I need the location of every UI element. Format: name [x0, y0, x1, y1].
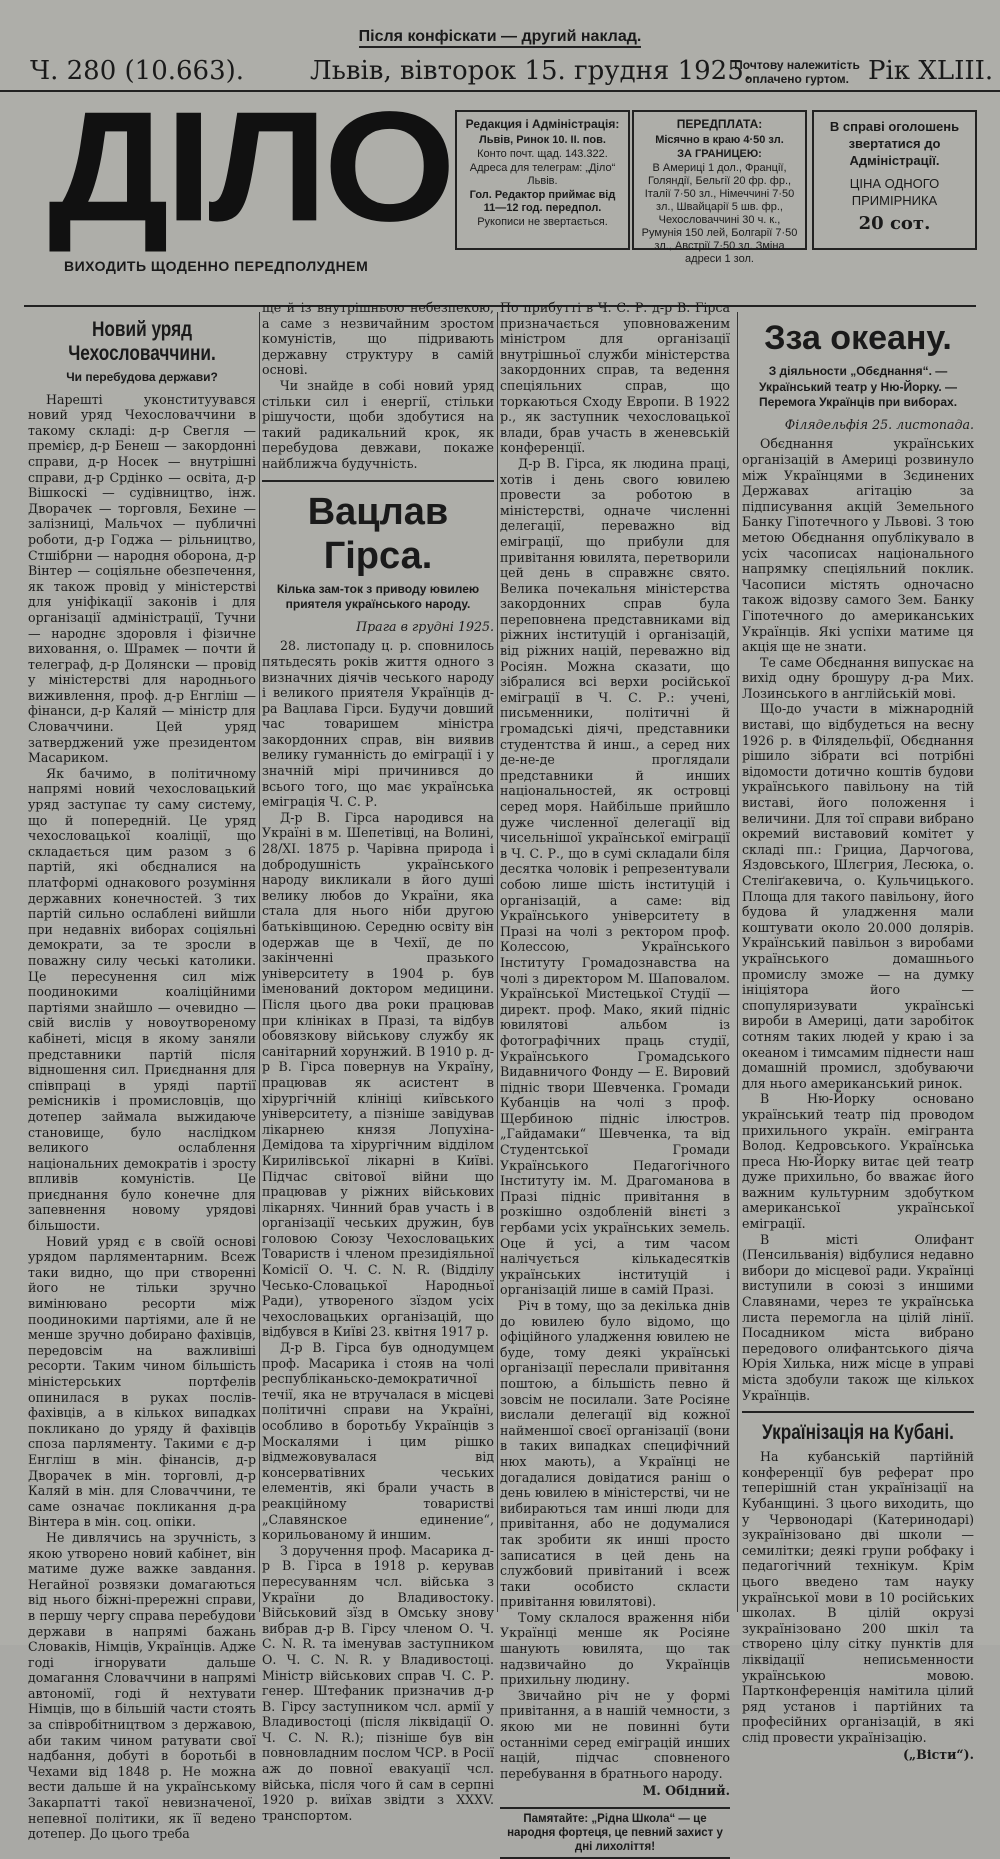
newspaper-logo: ДІЛО	[48, 79, 452, 255]
issue-number: Ч. 280 (10.663).	[30, 56, 245, 86]
subscription-title: ПЕРЕДПЛАТА:	[676, 117, 763, 131]
article-source: („Вісти“).	[902, 1747, 974, 1763]
editorial-title: Редакция і Адміністрація:	[465, 117, 620, 131]
article-signature: М. Обідний.	[642, 1783, 730, 1799]
article-paragraph: Звичайно річ не у формі привітання, а в нашій чемности, з якою ми не повинні бути останніми серед еміграцій инших націй, підчас сповненого перебування в братнього народу.	[500, 1687, 730, 1781]
price-info-box	[812, 110, 977, 250]
editorial-info-box	[455, 110, 630, 250]
article-subtitle: Кілька зам-ток з приводу ювилею приятеля українського народу.	[276, 581, 480, 612]
subscription-abroad: ЗА ГРАНИЦЕЮ:	[677, 148, 762, 160]
article-title: Новий уряд Чехословаччини.	[68, 318, 216, 365]
article-paragraph: В місті Олифант (Пенсильванія) відбулися недавно вибори до місцевої ради. Українці виступили в союзі з иншими Славянами, через те українська листа перемогла на цілій лінії. Посадником міста вибрано передового олифантського діяча Юрія Хилька, ниж місце в управі міста здобули також ще кількох Українців.	[742, 1231, 974, 1403]
article-paragraph: Нарешті уконституувався новий уряд Чехословаччини в такому складі: д-р Свегля — премієр, д-р Бенеш — закордонні справи, д-р Носек — внутрішні справи, д-р Срдінко — освіта, д-р Вішкоскі — судівництво, інж. Дворачек — торговля, Бехине — залізниці, Мальчох — публичні роботи, д-р Годжа — рільництво, Стшібрни — народня оборона, д-р Вінтер — соціяльне обезпечення, як також провід у міністерстві для уніфікації законів і для організації адміністрації, Тучни — народнє здоровля і фізичне виховання, о. Шрамек — почти й телеграф, д-р Долянски — провід у міністерстві для народнього виживлення, проф. д-р Енгліш — фінанси, д-р Каляй — міністр для Словаччини. Цей уряд затверджений уже президентом Масариком.	[28, 391, 256, 766]
article-paragraph: ще й із внутрішньою небезпекою, а саме з незвичайним зростом комуністів, що підривають державну структуру в самій основі.	[262, 300, 494, 378]
article-paragraph: На кубанській партійній конференції був реферат про теперішній стан українізації на Кубанщині. З цього виходить, що у Червонодарі (Катеринодарі) зукраїнізовано дві школи — семилітки; деякі групи робфаку і педагогічний технікум. Крім цього введено там науку української мови в 10 російських школах. В цілій окрузі зукраїнізовано 200 шкіл та створено цілу сітку пунктів для ліквідації неписьменности українською мовою. Партконференція намітила цілий ряд установ і партійних та професійних організацій, в які слід провести українізацію.	[742, 1449, 974, 1745]
subscription-countries: В Америці 1 дол., Франції, Голяндії, Бельгії 20 фр. фр., Італії 7·50 зл., Німеччині 7·50 зл., Швайцарії 5 шв. фр., Чехословаччині 30 ч. к., Румунія 150 лей, Болгарії 7·50 зл., Австрії 7·50 зл. Зміна адреси 1 зол.	[641, 162, 798, 265]
masthead	[48, 79, 452, 255]
subscription-monthly: Місячно в краю 4·50 зл.	[655, 134, 784, 146]
article-subtitle: Чи перебудова держави?	[66, 370, 218, 384]
article-subtitle: З діяльности „Обєднання“. — Український театр у Ню-Йорку. — Перемога Українців при виборах.	[758, 364, 958, 410]
price-value: 20 сот.	[858, 213, 931, 234]
article-paragraph: Д-р В. Гірса був однодумцем проф. Масарика і стояв на чолі республіканьско-демократичної течії, яка не втручалася в місцеві політичні справи на Україні, особливо в боротьбу Українців з Москалями і цим рішко відмежовувалася від консерватівних чеських елементів, які брали участь в реакційному товаристві „Славянское единение“, корильованому й иншим.	[262, 1340, 494, 1543]
article-title: Зза океану.	[764, 319, 952, 357]
postal-note: Почтову належитість оплачено гуртом.	[734, 58, 860, 86]
article-title: Вацлав Гірса.	[307, 490, 449, 577]
editorial-address: Львів, Ринок 10. II. пов.	[479, 134, 606, 146]
article-dateline: Філядельфія 25. листопада.	[784, 416, 974, 432]
reprint-notice: Після конфіскати — другий наклад.	[0, 28, 1000, 46]
masthead-tagline: ВИХОДИТЬ ЩОДЕННО ПЕРЕДПОЛУДНЕМ	[64, 258, 369, 274]
article-paragraph: Як бачимо, в політичному напрямі новий чехословацький уряд заступає ту саму систему, що й попередній. Це уряд чехословацької коаліції, що складається цим разом з 6 партій, які обєдналися на платформі однакового розуміння державних конечностей. З тих партій сильно ослаблені вийшли при недавніх виборах соціяльні демократи, за те зросли в поважну силу чеські католики. Це пересунення сил між поодинокими коаліційними партіями знайшло — очевидно — свій вислів у новоутвореному кабінеті, місця в якому заняли представники партій після відношення сил. Приєднання для співпраці в уряді партії ремісників і промисловців, що дотепер займала выжидаюче становище, було наслідком великого ослаблення національних демократів і зросту впливів комуністів. Це приєднання було конечне для запевнення новому урядові більшости.	[28, 765, 256, 1234]
column-three	[500, 300, 730, 1859]
article-paragraph: З доручення проф. Масарика д-р В. Гірса в 1918 р. керував пересуванням чсл. війська з України до Владивостоку. Військовий зїзд в Омську знову вибрав д-р В. Гірсу членом О. Ч. С. N. R. та іменував заступником О. Ч. С. N. R. у Владивостоці. Міністр військових справ Ч. С. Р. генер. Штефаник призначив д-р В. Гірсу заступником чсл. армії у Владивостоці (після ліквідації О. Ч. С. N. R.); пізніше був він повновладним послом ЧСР. в Росії аж до повної евакуації чсл. війська, після чого й сам в серпні 1920 р. виїхав звідти з XXXV. транспортом.	[262, 1542, 494, 1823]
editorial-hours: Гол. Редактор приймає від 11—12 год. передпол.	[469, 189, 616, 214]
article-paragraph: 28. листопаду ц. р. сповнилось пятьдесять років життя одного з визначних діячів чеського народу і великого приятеля Українців д-ра Вацлава Гірси. Будучи довший час товаришем міністра закордонних справ, він виявив велику гуманність до еміграції і у значній мірі причинився до всього того, що має українська еміграція Ч. С. Р.	[262, 638, 494, 810]
article-paragraph: Д-р В. Гірса, як людина праці, хотів і день свого ювилею провести за роботою в міністерстві, одначе численні делегації, переважно від еміграції, що прибули для привітання ювилята, перетворили цей день в справжнє свято. Велика почекальня міністерства закордонних справ була переповнена представниками від ріжних інституцій і організацій, від ріжних націй, переважно від Росіян. Можна сказати, що зібралися всі верхи російської еміграції в Ч. С. Р.: учені, письменники, політичні й громадські діячі, представники студентства й инш., а серед них де-не-де проглядали представники й инших національностей, як островці серед моря. Найбільше прийшло дуже численної делегації від чисельнішої української еміграції в Ч. С. Р., що в сумі складали біля десятка чоловік і репрезентували собою лише шість інституцій і організацій, а саме: від Українського університету в Празі на чолі з ректором проф. Колессою, Українського Інституту Громадознавства на чолі з директором М. Шаповалом. Української Мистецької Студії — директ. проф. Мако, який підніс ювилятові альбом із фотографічних праць студії, Українського Громадського Видавничого Фонду — Е. Вировий підніс твори Шевченка. Громади Кубанців на чолі з проф. Щербиною підніс ілюстров. „Гайдамаки“ Шевченка, та від Студентської Громади Українського Педагогічного Інституту ім. М. Драгоманова в Празі підніс привітання в розкішно оздобленій вінєті з гербами усіх українських земель. Оце й усі, а тим часом налічується кількадесятків українських інституцій і організацій лише в самій Празі.	[500, 455, 730, 1298]
ads-note: В справі оголошень звертатися до Адміністрації.	[829, 119, 960, 168]
column-four	[742, 318, 974, 1763]
article-paragraph: Річ в тому, що за декілька днів до ювилею було відомо, що офіційного уладження ювилею не буде, тому деякі українські організації переслали привітання поштою, а більшість певно й зовсім не посилали. Зате Росіяне вислали делегації від кожної найменшої своєї організації (вони в таких випадках специфічний нюх мають), а Українці не догадалися довідатися раніш о день ювилею в міністерстві, чи не вибираються там инші люди для привітання, або не додумалися так зробити як инші просто записатися в цей день на службовий привітаний і всеж таки особисто скласти привітання ювилятові).	[500, 1298, 730, 1610]
column-two	[262, 300, 494, 1823]
article-paragraph: Обєднання українських організацій в Америці розвинуло між Українцями в Зєдинених Державах агітацію за підписування акцій Земельного Банку Гіпотечного у Львові. З тою метою Обєднання опублікувало в усіх часописах національного напрямку спеціяльний поклик. Часописи містять одночасно також відозву самого Зем. Банку Гіпотечного до американських Українців. Які успіхи матиме ця акція ще не знати.	[742, 436, 974, 655]
price-label: ЦІНА ОДНОГО ПРИМІРНИКА	[849, 176, 940, 208]
editorial-konto: Конто почт. щад. 143.322.	[477, 148, 608, 160]
article-paragraph: Не дивлячись на зручність, з якою утворено новий кабінет, він матиме дуже важке завдання. Негайної розвязки домагаються від нього біжні-прережні справи, в першу чергу справа перебудови держави в напрямі бажань Словаків, Німців, Українців. Адже годі ігнорувати дальше домагання Словаччини в напрямі автономії, годі й нехтувати Німців, що в більшій части стоять за співробітництвом з державою, аби таким чином ратувати свої надбання, добуті в боротьбі в Чехами від 1848 р. Не можна вести дальше й на українському Закарпатті такої невизначеної, непевної політики, як її ведено дотепер. До цього треба	[28, 1529, 256, 1842]
column-rule	[497, 312, 498, 1612]
article-divider	[742, 1411, 974, 1413]
article-paragraph: Що-до участи в міжнародній виставі, що відбудеться на весну 1926 р. в Філядельфії, Обєднання рішило зібрати всі потрібні відомости дотично коштів будови українського павільону на тій виставі, його положення і величини. Для тої справи вибрано окремий виставовий комітет у складі пп.: Грициа, Дарчогова, Яздовського, Шлєгрия, Лесюка, о. Стеліґакевича, о. Кульчицького. Площа для такого павільону, його будова й уладження мали коштувати около 20.000 долярів. Український павільон з виробами українського домашнього промислу зможе — на думку ініціятора його — спопуляризувати українські вироби в Америці, дати заробіток сотням таких людей у краю і за океаном і тимсамим піднести наш домашній промисл, здобуваючи для нього американський ринок.	[742, 701, 974, 1091]
editorial-telegram: Адреса для телеграм: „Діло“ Львів.	[469, 162, 616, 187]
article-paragraph: Д-р В. Гірса народився на Україні в м. Шепетівці, на Волині, 28/XI. 1875 р. Чарівна природа і добродушність українського народу викликали в його душі велику любов до України, яка стала для нього ніби другою батьківщиною. Середню освіту він одержав ще в Чехії, де по закінченні празького університету в 1904 р. був іменований доктором медицини. Після цього два роки працював при клініках в Празі, та відбув обовязкову військову службу як санітарний хорунжий. В 1910 р. д-р В. Гірса повернув на Україну, працював як асистент в хірургічній клініці київського університету, а пізніше завідував лікарнею князя Лопухіна-Демідова та хірургічним відділом Кирилівської лікарні в Київі. Підчас світової війни що працював у ріжних військових лікарнях. Чинний брав участь і в організації чеських дружин, був головою Союзу Чехословацьких Товариств і членом президіяльної Комісії О. Ч. С. N. R. (Відділу Чесько-Словацької Народньої Ради), утвореного зїздом усіх чехословацьких організацій, що відбувся в Київі 23. квітня 1917 р.	[262, 809, 494, 1340]
article-title: Українізація на Кубані.	[762, 1421, 954, 1445]
article-paragraph: Тому склалося враження ніби Українці менше як Росіяне шанують ювилята, що так надзвичайно до Українців прихильну людину.	[500, 1609, 730, 1688]
column-rule	[737, 312, 738, 1612]
issue-date: Львів, вівторок 15. грудня 1925.	[310, 56, 753, 86]
column-rule	[259, 312, 260, 1612]
article-paragraph: Те саме Обєднання випускає на вихід одну брошуру д-ра Мих. Лозинського в англійській мові.	[742, 654, 974, 701]
article-paragraph: В Ню-Йорку основано український театр під проводом прихильного україн. емігранта Волод. Кедровського. Українська преса Ню-Йорку витає цей театр дуже прихильно, бо вважає його важним культурним здобутком американської української еміграції.	[742, 1091, 974, 1232]
subscription-info-box	[632, 110, 807, 265]
article-paragraph: Чи знайде в собі новий уряд стільки сил і енергії, стільки рішучости, щоби здобутися на такий радикальний крок, як перебудова девжави, покаже найближча будучність.	[262, 377, 494, 471]
article-dateline: Прага в грудні 1925.	[356, 618, 494, 634]
article-paragraph: По прибутті в Ч. С. Р. д-р В. Гірса призначається уповноваженим міністром для організації внутрішньої служби міністерства закордонних справ, та ведення спеціяльних справ, що торкаються Сходу Европи. В 1922 р., як заступник чехословацької влади, брав участь в женевській конференції.	[500, 300, 730, 456]
article-divider	[262, 480, 494, 482]
article-new-government	[28, 318, 256, 1842]
editorial-note: Рукописи не звертається.	[477, 216, 608, 228]
school-notice: Памятайте: „Рідна Школа“ — це народня фортеця, це певний захист у дні лихоліття!	[500, 1807, 730, 1859]
article-paragraph: Новий уряд є в своїй основі урядом парляментарним. Всеж таки видно, що при створенні його не тільки зручно вимінювано ресорти між поодинокими партіями, але й не менше зручно добирано фахівців, передовсім на важливіші ресорти. Таким чином більшість міністерських портфелів опинилася в руках послів-фахівців, а в кількох випадках покликано до уряду й фахівців споза парляменту. Такими є д-р Енгліш в мін. фінансів, д-р Дворачек в мін. торговлі, д-р Каляй в мін. для Словаччини, те саме означає покликання д-ра Вінтера в мін. соц. опіки.	[28, 1233, 256, 1530]
volume-year: Рік XLIII.	[868, 56, 994, 86]
